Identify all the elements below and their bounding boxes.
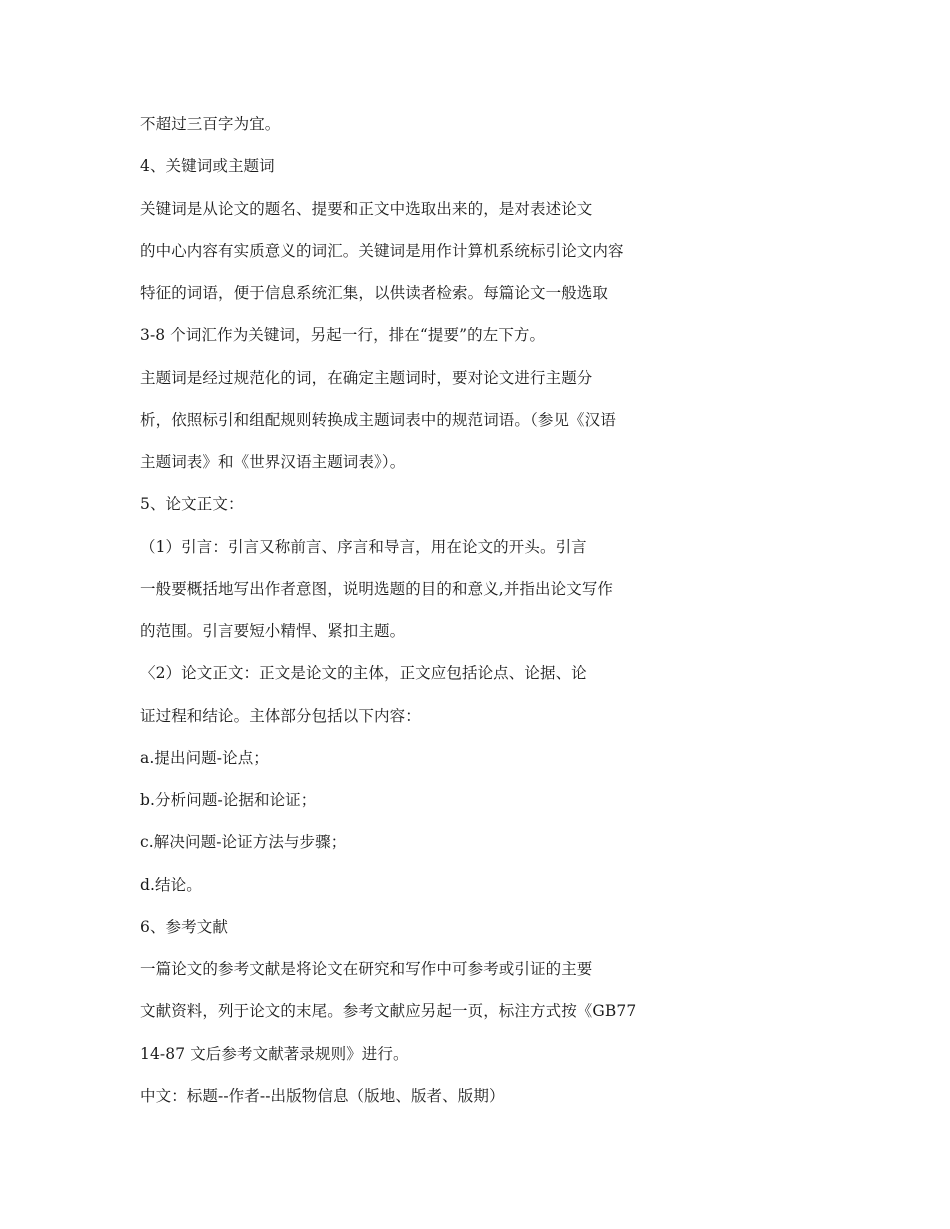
text-line: 文献资料，列于论文的末尾。参考文献应另起一页，标注方式按《GB77	[140, 1002, 637, 1021]
text-line: 的中心内容有实质意义的词汇。关键词是用作计算机系统标引论文内容	[140, 241, 624, 260]
section-heading-keywords: 4、关键词或主题词	[140, 157, 275, 176]
list-item: d.结论。	[140, 875, 202, 894]
document-body	[140, 110, 700, 1124]
list-item: b.分析问题-论据和论证；	[140, 791, 317, 809]
text-line: 析，依照标引和组配规则转换成主题词表中的规范词语。（参见《汉语	[140, 410, 616, 429]
text-line: 〈2）论文正文：正文是论文的主体，正文应包括论点、论据、论	[140, 664, 587, 683]
section-heading-body: 5、论文正文：	[140, 495, 244, 514]
text-line: 3-8 个词汇作为关键词，另起一行，排在“提要”的左下方。	[140, 326, 546, 345]
section-heading-references: 6、参考文献	[140, 917, 228, 936]
text-line: （1）引言：引言又称前言、序言和导言，用在论文的开头。引言	[140, 537, 587, 556]
text-line: 的范围。引言要短小精悍、紧扣主题。	[140, 622, 406, 640]
text-line: 一篇论文的参考文献是将论文在研究和写作中可参考或引证的主要	[140, 960, 593, 978]
text-line: 不超过三百字为宜。	[140, 115, 281, 133]
list-item: c.解决问题-论证方法与步骤；	[140, 833, 347, 852]
text-line: 关键词是从论文的题名、提要和正文中选取出来的，是对表述论文	[140, 199, 593, 218]
text-line: 一般要概括地写出作者意图，说明选题的目的和意义,并指出论文写作	[140, 579, 614, 598]
text-line: 中文：标题--作者--出版物信息（版地、版者、版期）	[140, 1086, 505, 1105]
text-line: 14-87 文后参考文献著录规则》进行。	[140, 1044, 409, 1063]
text-line: 主题词是经过规范化的词，在确定主题词时，要对论文进行主题分	[140, 368, 593, 387]
text-line: 证过程和结论。主体部分包括以下内容：	[140, 706, 421, 725]
list-item: a.提出问题-论点；	[140, 748, 269, 767]
text-line: 特征的词语，便于信息系统汇集，以供读者检索。每篇论文一般选取	[140, 284, 609, 302]
text-line: 主题词表》和《世界汉语主题词表》）。	[140, 453, 406, 471]
